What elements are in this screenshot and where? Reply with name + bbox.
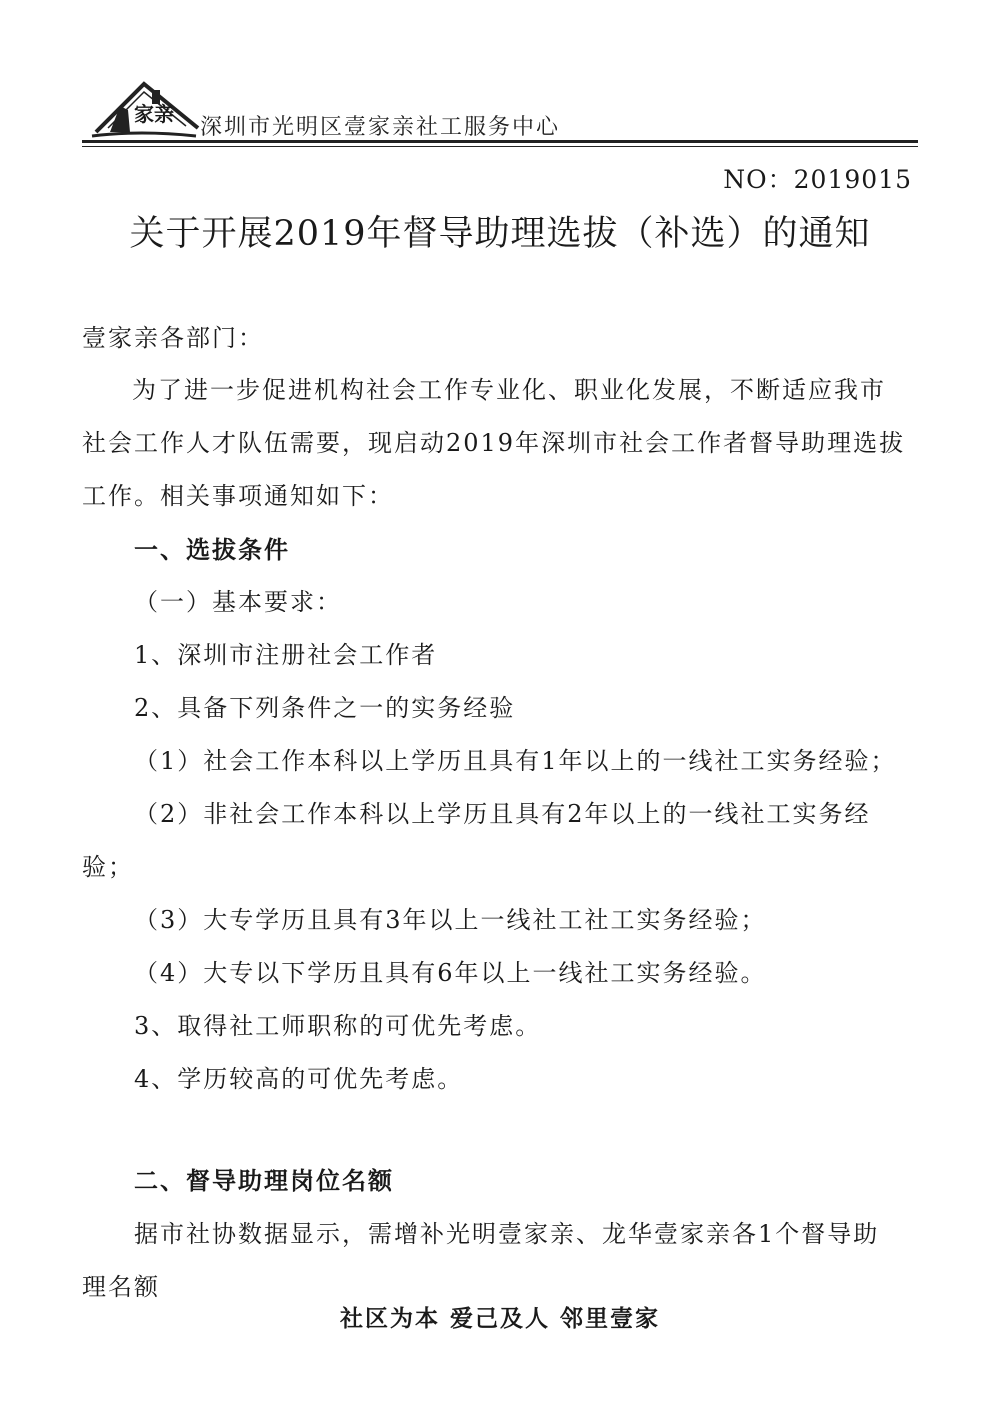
document-title: 关于开展2019年督导助理选拔（补选）的通知	[129, 214, 871, 254]
section-heading-2: 二、督导助理岗位名额	[134, 1167, 394, 1195]
header-divider	[82, 140, 918, 143]
intro-line-1: 为了进一步促进机构社会工作专业化、职业化发展，不断适应我市	[132, 376, 886, 404]
condition-4: （4）大专以下学历且具有6年以上一线社工实务经验。	[134, 959, 767, 987]
document-number: NO：2019015	[723, 165, 912, 194]
organization-name: 深圳市光明区壹家亲社工服务中心	[200, 115, 561, 140]
requirement-item-4: 4、学历较高的可优先考虑。	[134, 1065, 464, 1093]
requirement-item-2: 2、具备下列条件之一的实务经验	[134, 694, 516, 722]
logo-text: 家亲	[134, 102, 174, 126]
condition-2-line-2: 验；	[82, 853, 134, 881]
header-divider-thin	[82, 146, 918, 147]
quota-paragraph-line-2: 理名额	[82, 1273, 160, 1301]
document-body	[82, 318, 918, 1301]
requirement-item-3: 3、取得社工师职称的可优先考虑。	[134, 1012, 542, 1040]
condition-3: （3）大专学历且具有3年以上一线社工社工实务经验；	[134, 906, 767, 934]
intro-line-3: 工作。相关事项通知如下：	[82, 482, 394, 510]
salutation: 壹家亲各部门：	[82, 324, 264, 352]
subsection-heading: （一）基本要求：	[134, 588, 342, 616]
letterhead	[82, 70, 918, 150]
condition-2-line-1: （2）非社会工作本科以上学历且具有2年以上的一线社工实务经	[134, 800, 871, 828]
condition-1: （1）社会工作本科以上学历且具有1年以上的一线社工实务经验；	[134, 747, 897, 775]
section-heading-1: 一、选拔条件	[134, 536, 290, 564]
quota-paragraph-line-1: 据市社协数据显示，需增补光明壹家亲、龙华壹家亲各1个督导助	[134, 1220, 880, 1248]
requirement-item-1: 1、深圳市注册社会工作者	[134, 641, 438, 669]
footer-slogan: 社区为本 爱己及人 邻里壹家	[339, 1306, 660, 1332]
logo	[90, 70, 200, 142]
intro-line-2: 社会工作人才队伍需要，现启动2019年深圳市社会工作者督导助理选拔	[82, 429, 906, 457]
